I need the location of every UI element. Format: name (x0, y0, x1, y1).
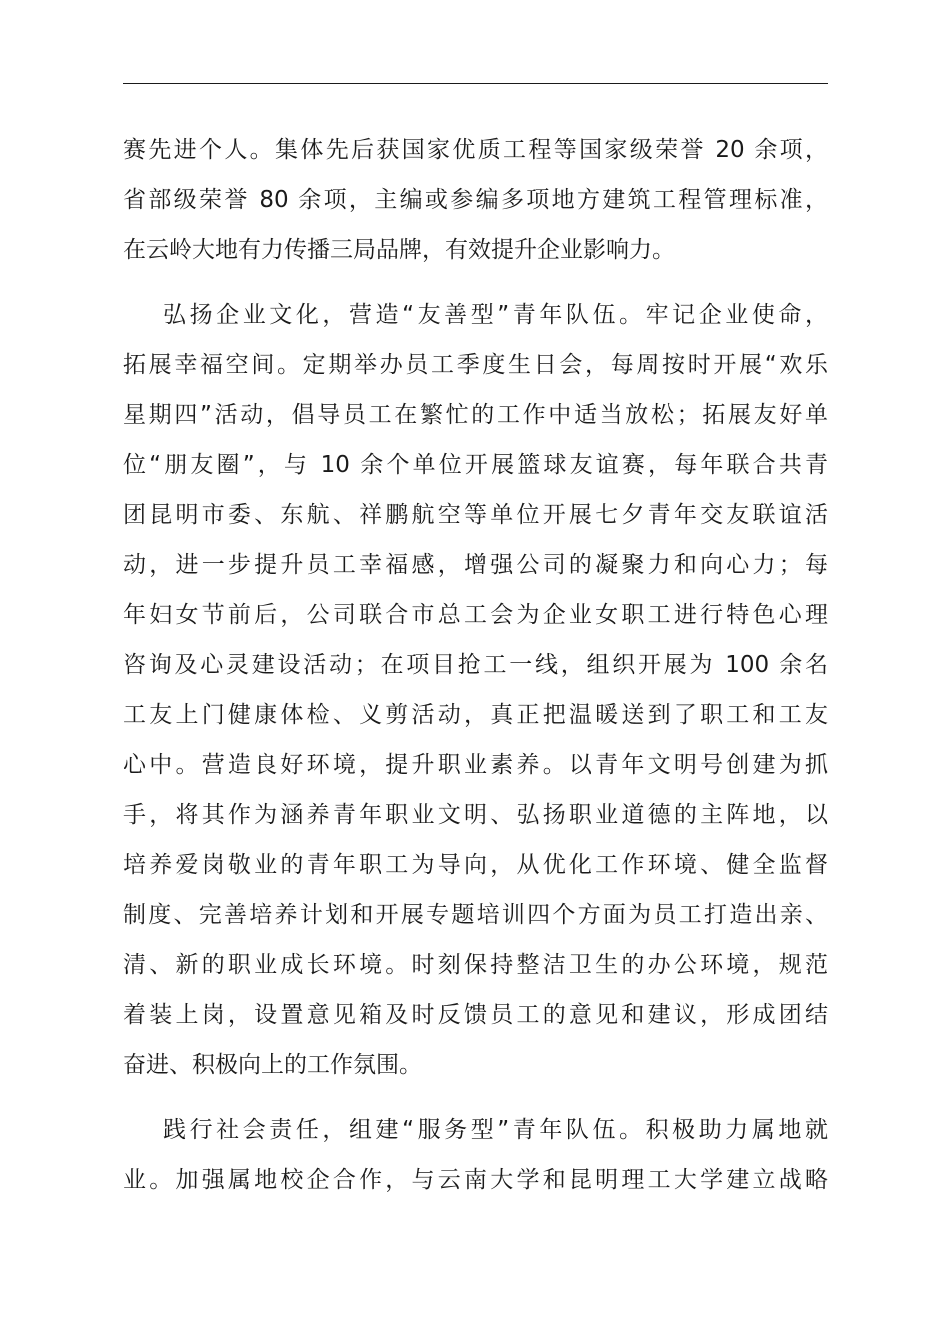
paragraph-2-line-2: 拓展幸福空间。定期举办员工季度生日会，每周按时开展“欢乐 (123, 352, 828, 378)
paragraph-2-line-10: 心中。营造良好环境，提升职业素养。以青年文明号创建为抓 (123, 752, 828, 778)
paragraph-2-line-7: 年妇女节前后，公司联合市总工会为企业女职工进行特色心理 (123, 602, 828, 628)
paragraph-2-line-5: 团昆明市委、东航、祥鹏航空等单位开展七夕青年交友联谊活 (123, 502, 828, 528)
paragraph-3-line-1: 践行社会责任，组建“服务型”青年队伍。积极助力属地就 (163, 1117, 828, 1143)
paragraph-3-line-2: 业。加强属地校企合作，与云南大学和昆明理工大学建立战略 (123, 1167, 828, 1193)
header-divider (123, 83, 828, 84)
paragraph-1-line-1: 赛先进个人。集体先后获国家优质工程等国家级荣誉 20 余项， (123, 137, 828, 163)
paragraph-2-line-6: 动，进一步提升员工幸福感，增强公司的凝聚力和向心力；每 (123, 552, 828, 578)
paragraph-2-line-4: 位“朋友圈”，与 10 余个单位开展篮球友谊赛，每年联合共青 (123, 452, 828, 478)
paragraph-2-line-11: 手，将其作为涵养青年职业文明、弘扬职业道德的主阵地，以 (123, 802, 828, 828)
paragraph-2-line-3: 星期四”活动，倡导员工在繁忙的工作中适当放松；拓展友好单 (123, 402, 828, 428)
paragraph-2-line-16: 奋进、积极向上的工作氛围。 (123, 1052, 422, 1078)
paragraph-1-line-3: 在云岭大地有力传播三局品牌，有效提升企业影响力。 (123, 237, 675, 263)
paragraph-2-line-8: 咨询及心灵建设活动；在项目抢工一线，组织开展为 100 余名 (123, 652, 828, 678)
paragraph-2-line-1: 弘扬企业文化，营造“友善型”青年队伍。牢记企业使命， (163, 302, 828, 328)
paragraph-2-line-12: 培养爱岗敬业的青年职工为导向，从优化工作环境、健全监督 (123, 852, 828, 878)
paragraph-2-line-14: 清、新的职业成长环境。时刻保持整洁卫生的办公环境，规范 (123, 952, 828, 978)
paragraph-1-line-2: 省部级荣誉 80 余项，主编或参编多项地方建筑工程管理标准， (123, 187, 828, 213)
paragraph-2-line-15: 着装上岗，设置意见箱及时反馈员工的意见和建议，形成团结 (123, 1002, 828, 1028)
paragraph-2-line-9: 工友上门健康体检、义剪活动，真正把温暖送到了职工和工友 (123, 702, 828, 728)
paragraph-2-line-13: 制度、完善培养计划和开展专题培训四个方面为员工打造出亲、 (123, 902, 828, 928)
